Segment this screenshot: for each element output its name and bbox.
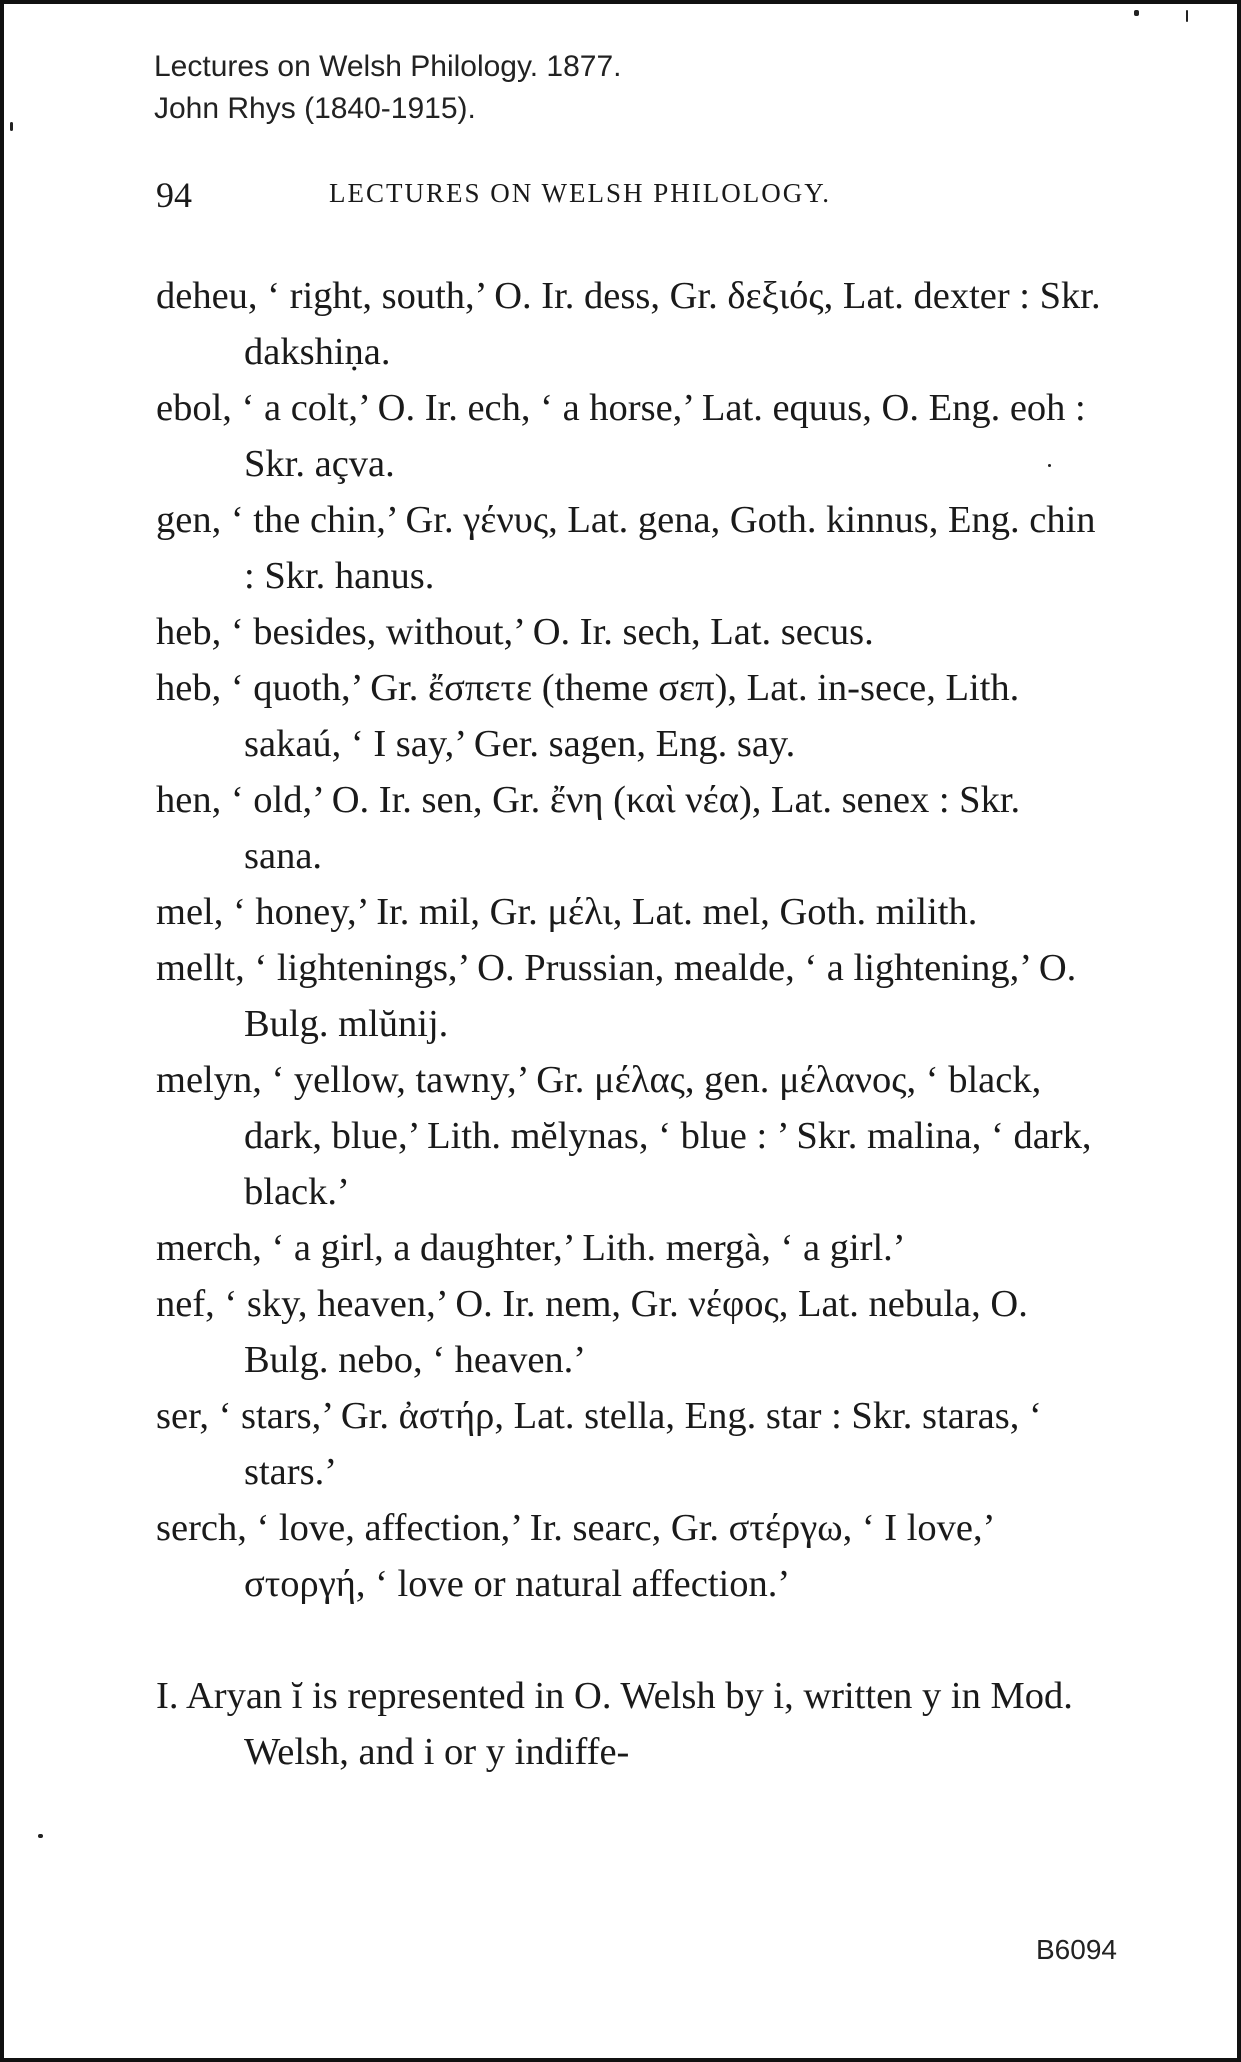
entry-mellt: mellt, ‘ lightenings,’ O. Prussian, mealde, ‘ a lightening,’ O. Bulg. mlŭnij.	[156, 947, 1077, 1045]
entry-list	[156, 268, 1101, 1780]
entry-melyn: melyn, ‘ yellow, tawny,’ Gr. μέλας, gen. μέλανος, ‘ black, dark, blue,’ Lith. mĕlynas, ‘ blue : ’ Skr. malina, ‘ dark, black.’	[156, 1059, 1092, 1213]
page-number: 94	[156, 175, 192, 215]
scan-speck	[1134, 10, 1139, 16]
scan-speck	[10, 122, 13, 131]
entry-nef: nef, ‘ sky, heaven,’ O. Ir. nem, Gr. νέφος, Lat. nebula, O. Bulg. nebo, ‘ heaven.’	[156, 1283, 1028, 1381]
entry-heb-quoth: heb, ‘ quoth,’ Gr. ἔσπετε (theme σεπ), Lat. in-sece, Lith. sakaú, ‘ I say,’ Ger. sagen, Eng. say.	[156, 667, 1020, 765]
entry-hen: hen, ‘ old,’ O. Ir. sen, Gr. ἔνη (καὶ νέα), Lat. senex : Skr. sana.	[156, 779, 1021, 877]
running-head: LECTURES ON WELSH PHILOLOGY.	[329, 178, 832, 208]
entry-heb-besides: heb, ‘ besides, without,’ O. Ir. sech, Lat. secus.	[156, 611, 874, 653]
library-id-stamp: B6094	[1036, 1934, 1117, 1965]
entry-ser: ser, ‘ stars,’ Gr. ἀστήρ, Lat. stella, Eng. star : Skr. staras, ‘ stars.’	[156, 1395, 1042, 1493]
entry-ebol: ebol, ‘ a colt,’ O. Ir. ech, ‘ a horse,’ Lat. equus, O. Eng. eoh : Skr. açva.	[156, 387, 1086, 485]
entry-deheu: deheu, ‘ right, south,’ O. Ir. dess, Gr. δεξιός, Lat. dexter : Skr. dakshiṇa.	[156, 275, 1101, 373]
scan-speck	[38, 1834, 43, 1838]
paragraph-aryan-i: I. Aryan ĭ is represented in O. Welsh by i, written y in Mod. Welsh, and i or y indiffe-	[156, 1675, 1073, 1773]
entry-serch: serch, ‘ love, affection,’ Ir. searc, Gr. στέργω, ‘ I love,’ στοργή, ‘ love or natural affection.’	[156, 1507, 993, 1605]
entry-mel: mel, ‘ honey,’ Ir. mil, Gr. μέλι, Lat. mel, Goth. milith.	[156, 891, 978, 933]
scan-speck	[1048, 464, 1051, 467]
caption-line-1: Lectures on Welsh Philology. 1877.	[154, 50, 622, 83]
scan-speck	[1186, 10, 1188, 22]
entry-merch: merch, ‘ a girl, a daughter,’ Lith. mergà, ‘ a girl.’	[156, 1227, 906, 1269]
entry-gen: gen, ‘ the chin,’ Gr. γένυς, Lat. gena, Goth. kinnus, Eng. chin : Skr. hanus.	[156, 499, 1096, 597]
caption-line-2: John Rhys (1840-1915).	[154, 92, 476, 125]
